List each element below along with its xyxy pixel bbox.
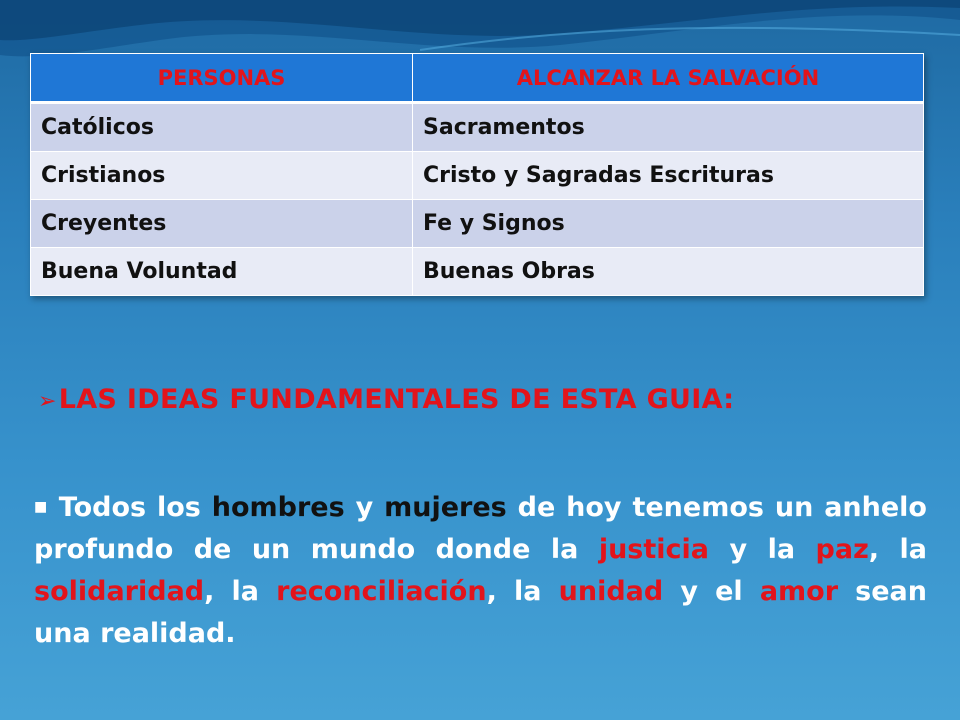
header-personas: PERSONAS [31, 54, 413, 103]
cell-salvacion: Cristo y Sagradas Escrituras [413, 152, 924, 200]
emphasis-red: amor [759, 576, 839, 607]
cell-persona: Buena Voluntad [31, 248, 413, 296]
cell-salvacion: Fe y Signos [413, 200, 924, 248]
table-row [31, 103, 924, 152]
emphasis-red: reconciliación [276, 576, 487, 607]
paragraph-text [34, 492, 927, 649]
paragraph-segment: , la [486, 576, 559, 607]
arrow-check-icon: ➢ [38, 389, 57, 414]
emphasis-dark: hombres [211, 492, 345, 523]
table-row [31, 200, 924, 248]
emphasis-red: justicia [598, 534, 710, 565]
paragraph-segment: , la [204, 576, 277, 607]
paragraph-segment: Todos los [58, 492, 212, 523]
heading-text: LAS IDEAS FUNDAMENTALES DE ESTA GUIA: [58, 384, 735, 415]
table-header-row [31, 54, 924, 103]
square-bullet-icon: ■ [34, 499, 49, 515]
table-row [31, 248, 924, 296]
paragraph-segment: de hoy tenemos un anhelo profundo de un mundo donde la [34, 492, 927, 565]
emphasis-dark: mujeres [384, 492, 507, 523]
salvation-table [30, 53, 924, 296]
section-heading [38, 384, 938, 415]
cell-persona: Creyentes [31, 200, 413, 248]
header-alcanzar-salvacion: ALCANZAR LA SALVACIÓN [413, 54, 924, 103]
emphasis-red: unidad [558, 576, 664, 607]
cell-persona: Católicos [31, 103, 413, 152]
cell-salvacion: Sacramentos [413, 103, 924, 152]
table-row [31, 152, 924, 200]
cell-persona: Cristianos [31, 152, 413, 200]
cell-salvacion: Buenas Obras [413, 248, 924, 296]
paragraph-segment: y el [663, 576, 760, 607]
paragraph-segment: , la [868, 534, 927, 565]
paragraph-segment: y [344, 492, 385, 523]
emphasis-red: paz [815, 534, 869, 565]
body-paragraph [34, 486, 927, 655]
emphasis-red: solidaridad [34, 576, 205, 607]
paragraph-segment: sean una realidad. [34, 576, 928, 649]
paragraph-segment: y la [709, 534, 816, 565]
